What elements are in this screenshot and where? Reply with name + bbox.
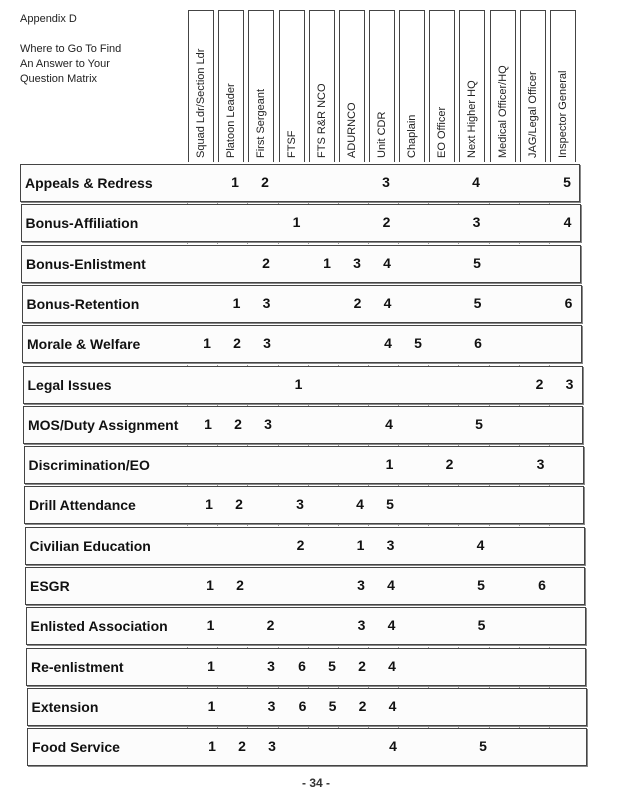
row-label: Drill Attendance [29, 497, 136, 513]
priority-value: 2 [233, 335, 241, 351]
priority-value: 2 [261, 174, 269, 190]
column-header-label: FTSF [286, 130, 298, 158]
priority-value: 4 [476, 537, 485, 553]
subtitle-line: Where to Go To Find [20, 43, 122, 55]
page-number: - 34 - [302, 776, 331, 790]
column-header [279, 10, 305, 162]
priority-value: 4 [389, 738, 397, 754]
row-label: Civilian Education [29, 538, 151, 554]
priority-value: 3 [472, 214, 481, 230]
priority-value: 1 [294, 376, 303, 392]
column-header [218, 10, 244, 162]
matrix-row [22, 285, 582, 323]
priority-value: 1 [323, 255, 331, 271]
priority-value: 3 [382, 174, 390, 190]
column-header [188, 10, 214, 162]
column-header-label: Unit CDR [376, 111, 388, 158]
priority-value: 4 [388, 658, 396, 674]
priority-value: 1 [232, 295, 241, 311]
priority-value: 2 [238, 738, 246, 754]
column-header [429, 10, 455, 162]
priority-value: 5 [479, 738, 487, 754]
priority-value: 4 [385, 416, 393, 432]
column-header-label: EO Officer [436, 106, 448, 158]
column-header-label: Medical Officer/HQ [497, 65, 509, 158]
matrix-row [22, 325, 582, 363]
priority-value: 2 [445, 456, 454, 472]
matrix-row [26, 607, 586, 645]
row-label: Legal Issues [27, 377, 112, 393]
priority-value: 3 [536, 456, 545, 472]
column-header [309, 10, 335, 162]
column-header [399, 10, 425, 162]
priority-value: 3 [357, 577, 365, 593]
column-header-label: Chaplain [406, 114, 418, 158]
priority-value: 3 [386, 537, 395, 553]
priority-value: 2 [353, 295, 362, 311]
priority-value: 6 [564, 295, 573, 311]
column-header [520, 10, 546, 162]
row-label: Morale & Welfare [27, 336, 141, 352]
row-label: Appeals & Redress [25, 175, 153, 191]
priority-value: 1 [356, 537, 365, 553]
priority-value: 5 [473, 295, 482, 311]
priority-value: 5 [475, 416, 483, 432]
priority-value: 3 [268, 738, 276, 754]
column-header-label: Platoon Leader [225, 83, 237, 158]
priority-value: 6 [538, 577, 546, 593]
matrix-row [24, 446, 584, 484]
column-header [550, 10, 576, 162]
priority-value: 4 [563, 214, 572, 230]
priority-value: 5 [563, 174, 571, 190]
column-header [490, 10, 516, 162]
priority-value: 5 [473, 255, 481, 271]
priority-value: 6 [298, 698, 307, 714]
priority-value: 3 [264, 416, 272, 432]
priority-value: 3 [262, 295, 271, 311]
priority-value: 3 [296, 496, 304, 512]
appendix-label: Appendix D [20, 13, 77, 25]
column-header [459, 10, 485, 162]
row-label: Extension [31, 699, 99, 715]
priority-value: 1 [203, 335, 211, 351]
column-header-label: Next Higher HQ [466, 80, 478, 158]
row-label: Re-enlistment [31, 659, 124, 675]
priority-value: 5 [414, 335, 422, 351]
priority-value: 2 [296, 537, 305, 553]
priority-value: 1 [208, 738, 216, 754]
priority-value: 5 [477, 577, 485, 593]
matrix-row [21, 245, 581, 283]
priority-value: 1 [207, 658, 215, 674]
priority-value: 4 [384, 335, 392, 351]
priority-value: 4 [388, 698, 397, 714]
priority-value: 1 [231, 174, 239, 190]
priority-value: 1 [207, 698, 216, 714]
column-header [339, 10, 365, 162]
row-label: Bonus-Retention [26, 296, 140, 312]
column-header-label: ADURNCO [346, 102, 358, 158]
matrix-row [25, 567, 585, 605]
priority-value: 4 [356, 496, 364, 512]
priority-value: 1 [206, 577, 214, 593]
priority-value: 3 [353, 255, 361, 271]
priority-value: 4 [383, 255, 391, 271]
row-label: Food Service [32, 739, 120, 755]
row-label: Bonus-Affiliation [25, 215, 139, 231]
priority-value: 1 [204, 416, 212, 432]
priority-value: 5 [477, 617, 486, 633]
row-label: Bonus-Enlistment [26, 256, 146, 272]
priority-value: 1 [206, 617, 215, 633]
priority-value: 3 [565, 376, 574, 392]
column-header [248, 10, 274, 162]
priority-value: 2 [358, 698, 367, 714]
priority-value: 1 [385, 456, 394, 472]
priority-value: 4 [387, 617, 396, 633]
priority-value: 2 [535, 376, 544, 392]
priority-value: 6 [298, 658, 306, 674]
priority-value: 5 [328, 698, 337, 714]
row-label: Enlisted Association [30, 618, 168, 634]
matrix-row [23, 406, 583, 444]
priority-value: 2 [266, 617, 275, 633]
row-label: ESGR [30, 578, 70, 594]
priority-value: 2 [262, 255, 270, 271]
row-label: MOS/Duty Assignment [28, 417, 179, 433]
priority-value: 5 [386, 496, 394, 512]
priority-value: 3 [267, 698, 276, 714]
column-header-label: Squad Ldr/Section Ldr [195, 48, 207, 158]
column-header-label: First Sergeant [255, 88, 267, 158]
priority-value: 6 [474, 335, 482, 351]
priority-value: 4 [472, 174, 480, 190]
priority-value: 3 [263, 335, 271, 351]
matrix-row [20, 164, 580, 202]
priority-value: 2 [382, 214, 391, 230]
column-header-label: Inspector General [557, 70, 569, 158]
row-label: Discrimination/EO [28, 457, 150, 473]
priority-value: 4 [387, 577, 395, 593]
priority-value: 2 [358, 658, 366, 674]
subtitle-line: Question Matrix [20, 73, 98, 85]
priority-value: 2 [234, 416, 242, 432]
column-header-label: FTS R&R NCO [316, 83, 328, 158]
priority-value: 4 [383, 295, 392, 311]
priority-value: 3 [357, 617, 366, 633]
subtitle-line: An Answer to Your [20, 58, 110, 70]
priority-value: 2 [236, 577, 244, 593]
priority-value: 5 [328, 658, 336, 674]
column-header-label: JAG/Legal Officer [527, 71, 539, 158]
priority-value: 2 [235, 496, 243, 512]
matrix-subtitle [20, 42, 180, 87]
matrix-row [27, 728, 587, 766]
priority-value: 3 [267, 658, 275, 674]
column-header [369, 10, 395, 162]
priority-value: 1 [205, 496, 213, 512]
priority-value: 1 [292, 214, 301, 230]
